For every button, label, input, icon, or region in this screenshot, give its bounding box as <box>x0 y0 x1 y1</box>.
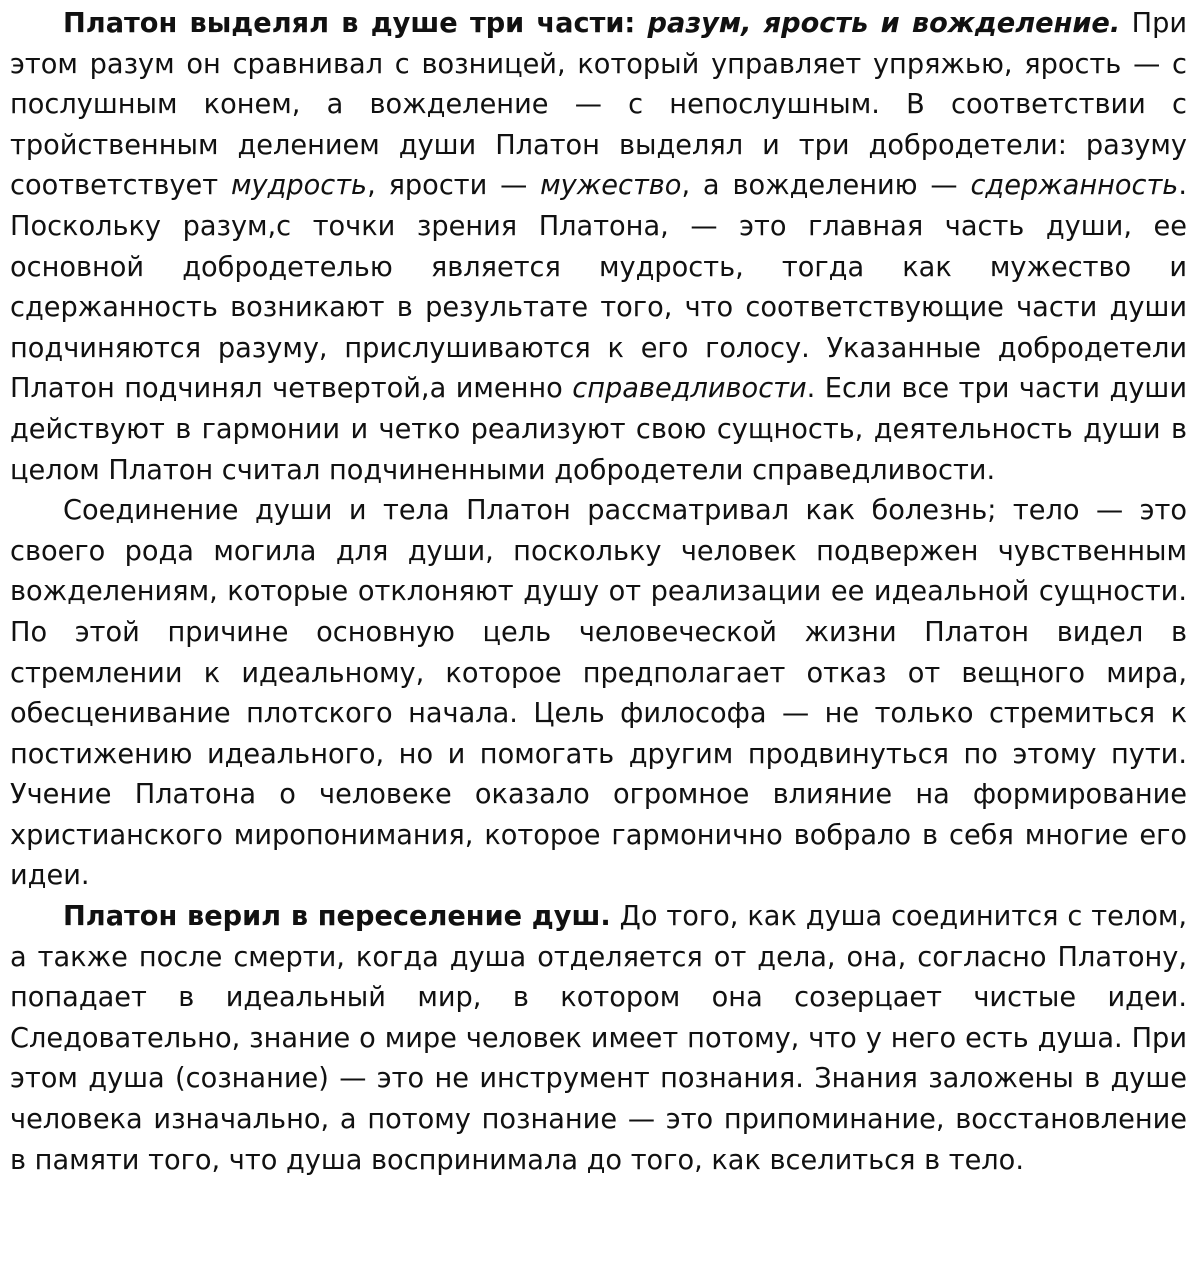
text-run: . Если все три части души действуют в гармонии и четко реализуют свою сущность, деятельность души в целом Платон считал подчиненными добродетели справедливости. <box>10 373 1187 486</box>
text-run: При этом разум он сравнивал с возницей, который управляет упряжью, ярость — с послушным конем, а вожделение — с непослушным. В соответствии с тройственным делением души Платон выделял и три добродетели: разуму соответствует <box>10 8 1188 202</box>
text-run: , ярости — <box>367 170 541 202</box>
text-run: , а вожделению — <box>681 170 971 202</box>
bold-italic-run: разум, ярость и вожделение. <box>647 8 1121 39</box>
bold-run: Платон выделял в душе три части: <box>63 8 648 39</box>
text-run: Соединение души и тела Платон рассматривал как болезнь; тело — это своего рода могила для души, поскольку человек подвержен чувственным вожделениям, которые отклоняют душу от реализации ее идеальной сущности. По этой причине основную цель человеческой жизни Платон видел в стремлении к идеальному, которое предполагает отказ от вещного мира, обесценивание плотского начала. Цель философа — не только стремиться к постижению идеального, но и помогать другим продвинуться по этому пути. Учение Платона о человеке оказало огромное влияние на формирование христианского миропонимания, которое гармонично вобрало в себя многие его идеи. <box>10 495 1187 892</box>
italic-run: мудрость <box>230 170 368 202</box>
italic-run: сдержанность <box>970 170 1179 202</box>
paragraph-soul-and-body <box>10 491 1187 897</box>
paragraph-souls-parts <box>10 4 1187 491</box>
italic-run: мужество <box>540 170 682 202</box>
text-run: . Поскольку разум,с точки зрения Платона, — это главная часть души, ее основной добродетелью является мудрость, тогда как мужество и сдержанность возникают в результате того, что соответствующие части души подчиняются разуму, прислушиваются к его голосу. Указанные добродетели Платон подчинял четвертой,а именно <box>10 170 1187 405</box>
text-run: До того, как душа соединится с телом, а также после смерти, когда душа отделяется от дела, она, согласно Платону, попадает в идеальный мир, в котором она созерцает чистые идеи. Следовательно, знание о мире человек имеет потому, что у него есть душа. При этом душа (сознание) — это не инструмент познания. Знания заложены в душе человека изначально, а потому познание — это припоминание, восстановление в памяти того, что душа воспринимала до того, как вселиться в тело. <box>10 901 1187 1176</box>
italic-run: справедливости <box>572 373 807 405</box>
bold-run: Платон верил в переселение душ. <box>63 901 611 933</box>
paragraph-transmigration <box>10 897 1187 1181</box>
